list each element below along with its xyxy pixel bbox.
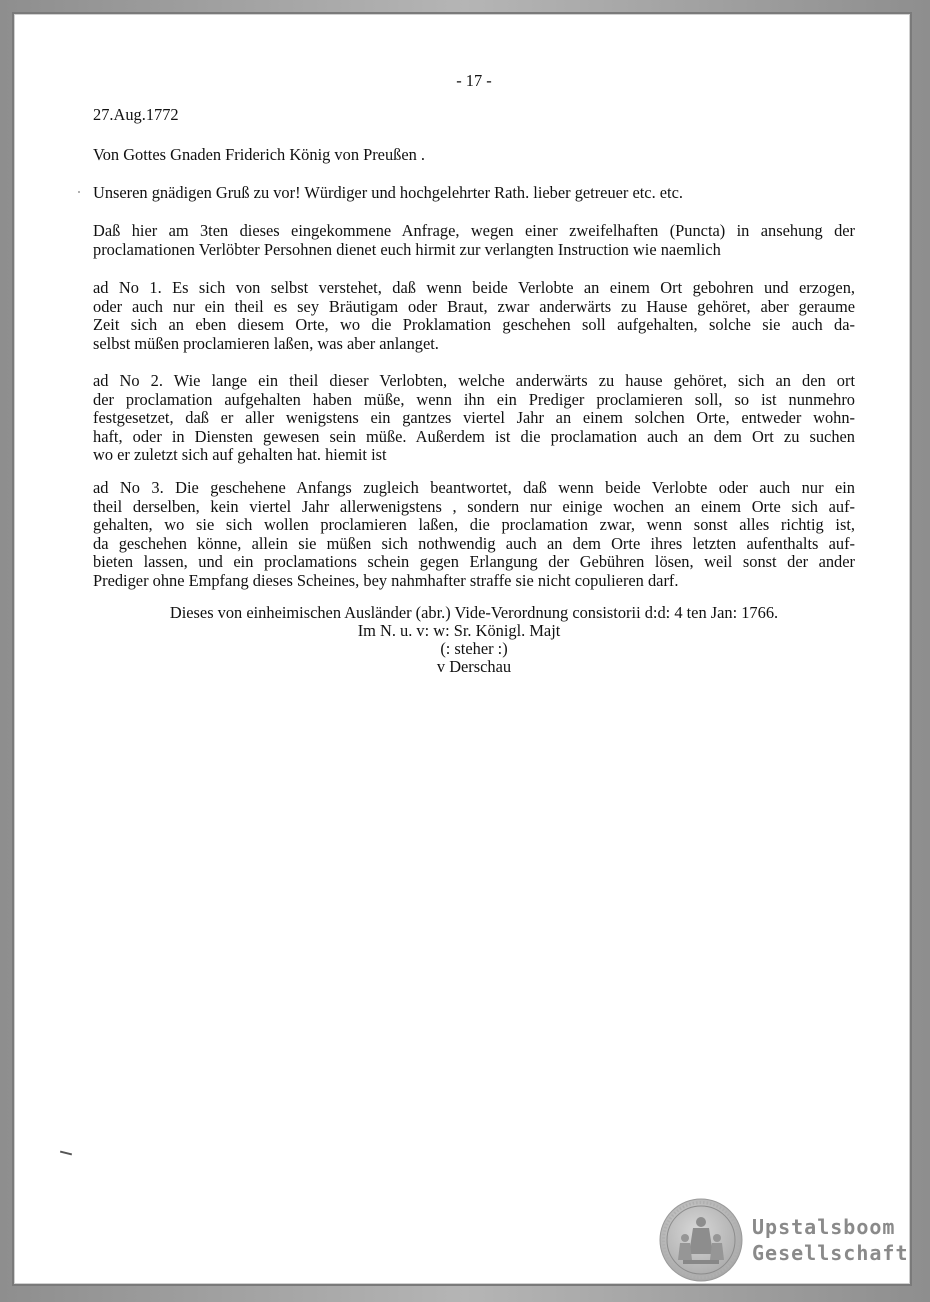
paragraph-line: ad No 3. Die geschehene Anfangs zugleich beantwortet, daß wenn beide Verlobte oder auch nur ein (93, 478, 855, 497)
paragraph-line: ad No 1. Es sich von selbst verstehet, daß wenn beide Verlobte an einem Ort gebohren und erzogen, (93, 278, 855, 297)
paragraph-line: Zeit sich an eben diesem Orte, wo die Proklamation geschehen soll aufgehalten, solche sie auch da- (93, 315, 855, 334)
society-seal-icon (659, 1198, 743, 1282)
paragraph-line: haft, oder in Diensten gewesen sein müße. Außerdem ist die proclamation auch an dem Ort zu suchen (93, 426, 855, 446)
paragraph-no-3 (93, 479, 855, 590)
document-page (14, 14, 910, 1284)
paragraph-intro (93, 222, 855, 259)
paragraph-line: proclamationen Verlöbter Persohnen dienet euch hirmit zur verlangten Instruction wie naemlich (93, 239, 721, 259)
society-watermark (752, 1214, 909, 1266)
paragraph-line: da geschehen könne, allein sie müßen sich nothwendig auch an dem Orte ihres letzten aufenthalts auf- (93, 533, 855, 553)
paragraph-line: theil derselben, kein viertel Jahr allerwenigstens , sondern nur einige wochen an einem Orte sich auf- (93, 496, 855, 516)
paragraph-line: bieten lassen, und ein proclamations schein gegen Erlangung der Gebühren lösen, weil sonst der ander (93, 552, 855, 571)
paragraph-line: Prediger ohne Empfang dieses Scheines, bey nahmhafter straffe sie nicht copulieren darf. (93, 570, 679, 590)
paragraph-line: Daß hier am 3ten dieses eingekommene Anfrage, wegen einer zweifelhaften (Puncta) in ansehung der (93, 221, 855, 240)
scan-mark (60, 1151, 72, 1156)
scan-speck (78, 191, 80, 193)
closing-steher: (: steher :) (440, 639, 508, 658)
letter-heading: Von Gottes Gnaden Friderich König von Preußen . (93, 145, 426, 164)
page-number: - 17 - (456, 71, 492, 90)
signature-name: v Derschau (436, 657, 512, 676)
letter-greeting: Unseren gnädigen Gruß zu vor! Würdiger und hochgelehrter Rath. lieber getreuer etc. etc. (93, 183, 683, 202)
paragraph-no-1 (93, 279, 855, 353)
paragraph-line: oder auch nur ein theil es sey Bräutigam oder Braut, zwar anderwärts zu Hause gehöret, aber geraume (93, 296, 855, 316)
paragraph-line: selbst müßen proclamieren laßen, was aber anlanget. (93, 333, 439, 353)
watermark-line: Upstalsboom (752, 1215, 896, 1239)
watermark-line: Gesellschaft (752, 1241, 909, 1265)
paragraph-no-2 (93, 372, 855, 465)
closing-authority: Im N. u. v: w: Sr. Königl. Majt (357, 621, 561, 640)
letter-date: 27.Aug.1772 (93, 105, 179, 124)
paragraph-line: der proclamation aufgehalten haben müße, wenn ihn ein Prediger proclamieren soll, so ist nunmehro (93, 389, 855, 409)
closing-signature-block (93, 604, 855, 676)
paragraph-line: ad No 2. Wie lange ein theil dieser Verlobten, welche anderwärts zu hause gehöret, sich an den ort (93, 371, 855, 390)
paragraph-line: festgesetzet, daß er aller wenigstens ein gantzes viertel Jahr an einem solchen Orte, entweder wohn- (93, 408, 855, 427)
paragraph-line: gehalten, wo sie sich wollen proclamieren laßen, die proclamation zwar, wenn sonst alles richtig ist, (93, 515, 855, 534)
closing-reference: Dieses von einheimischen Ausländer (abr.) Vide-Verordnung consistorii d:d: 4 ten Jan: 1766. (169, 603, 779, 622)
paragraph-line: wo er zuletzt sich auf gehalten hat. hiemit ist (93, 445, 387, 464)
